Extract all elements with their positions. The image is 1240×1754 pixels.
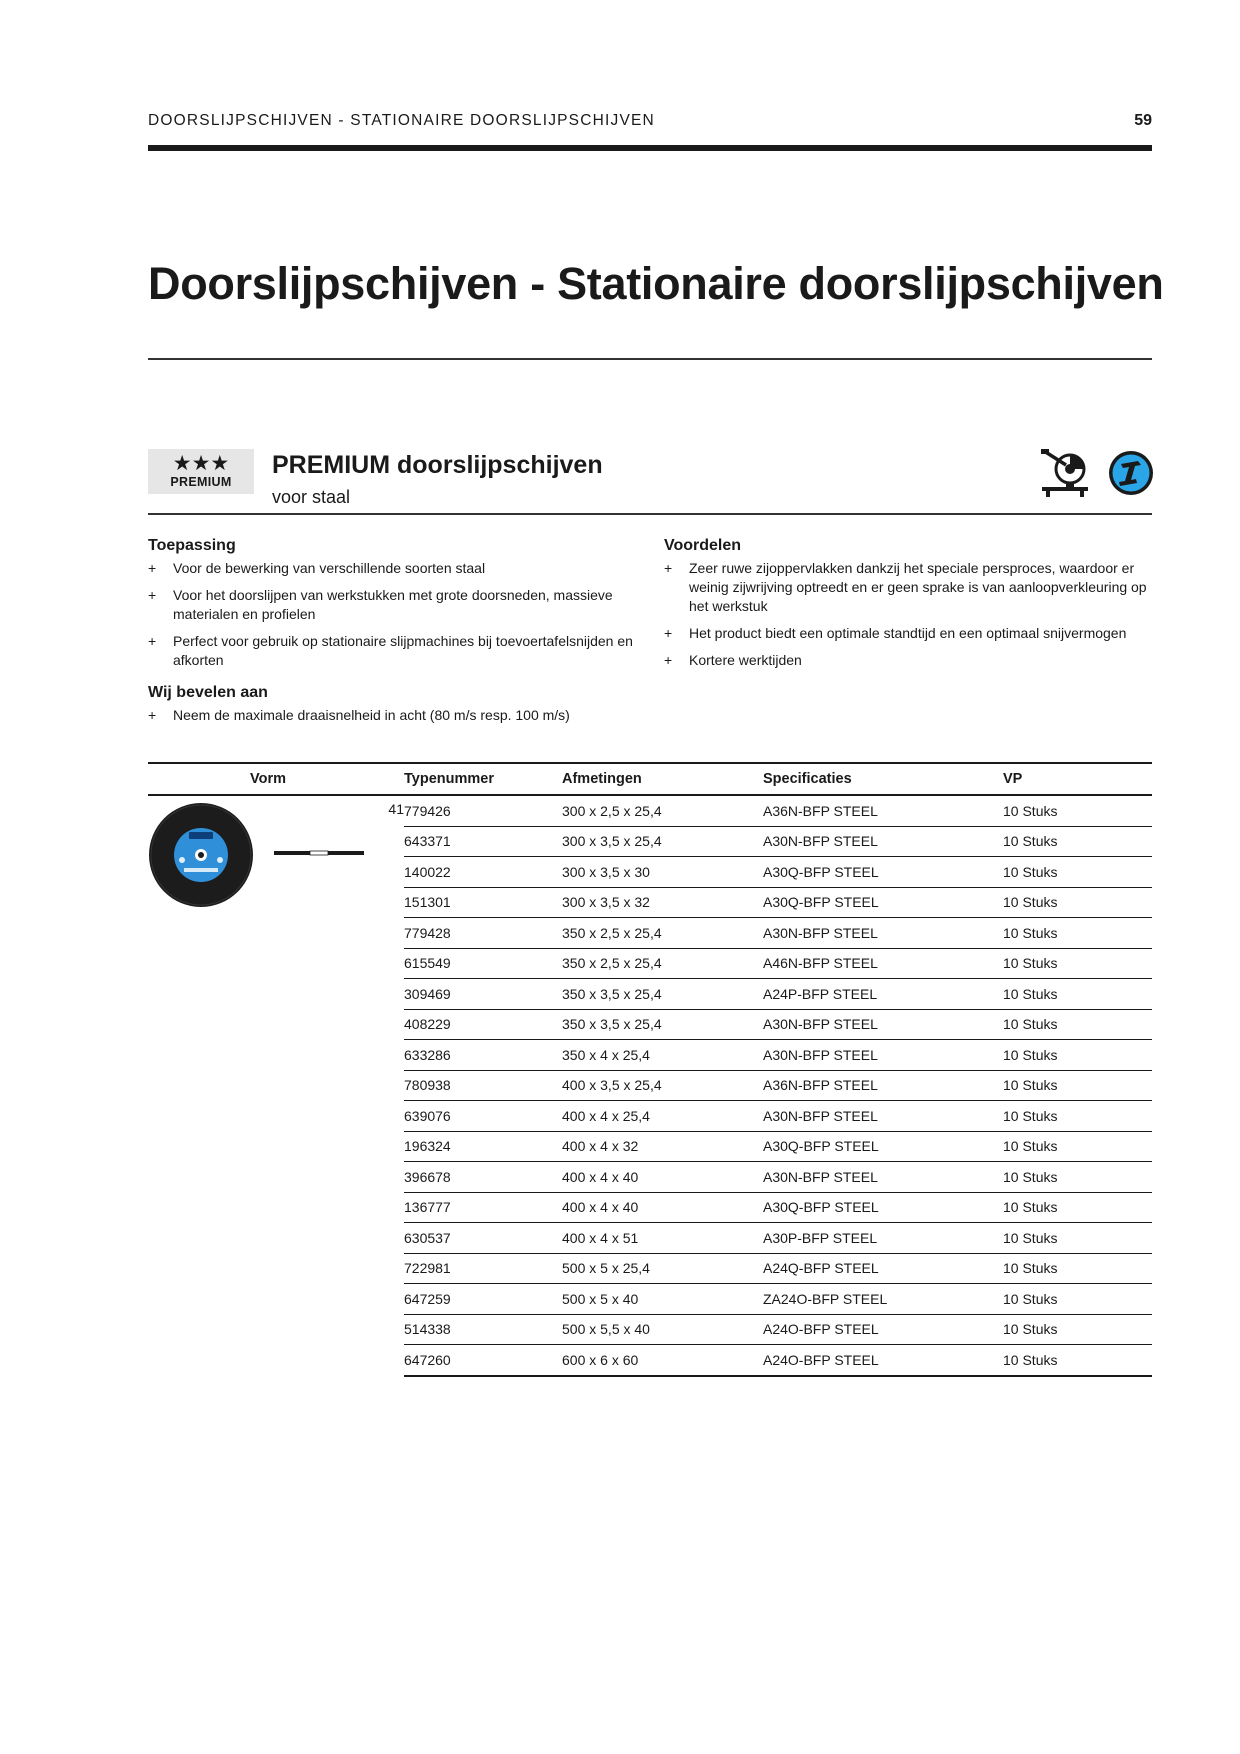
- dimensions-cell: 400 x 4 x 40: [562, 1162, 763, 1193]
- column-header-afmetingen: Afmetingen: [562, 763, 763, 795]
- column-header-vp: VP: [1003, 763, 1152, 795]
- recommendation-section: [148, 683, 648, 733]
- bullet-plus: +: [664, 625, 673, 641]
- list-item: [664, 651, 1152, 670]
- type-number-cell: 647259: [404, 1284, 562, 1315]
- list-item: [148, 559, 648, 578]
- list-item-text: Voor de bewerking van verschillende soorten staal: [173, 560, 486, 576]
- type-number-cell: 647260: [404, 1345, 562, 1376]
- type-number-cell: 615549: [404, 948, 562, 979]
- bullet-plus: +: [148, 707, 157, 723]
- shape-cell: [148, 795, 404, 1376]
- column-header-specificaties: Specificaties: [763, 763, 1003, 795]
- list-item: [148, 706, 648, 725]
- specification-cell: A24Q-BFP STEEL: [763, 1253, 1003, 1284]
- specification-cell: A30N-BFP STEEL: [763, 1162, 1003, 1193]
- product-table: [148, 762, 1152, 1377]
- recommendation-heading: Wij bevelen aan: [148, 684, 268, 701]
- specification-cell: A24P-BFP STEEL: [763, 979, 1003, 1010]
- type-number-cell: 780938: [404, 1070, 562, 1101]
- dimensions-cell: 500 x 5 x 40: [562, 1284, 763, 1315]
- specification-cell: A46N-BFP STEEL: [763, 948, 1003, 979]
- list-item-text: Zeer ruwe zijoppervlakken dankzij het speciale persproces, waardoor er weinig zijwrijving optreedt en er geen sprake is van aanloopverkleuring op het werkstuk: [689, 560, 1147, 614]
- table-header-row: [148, 763, 1152, 795]
- recommendation-list: [148, 706, 648, 725]
- bullet-plus: +: [148, 560, 157, 576]
- packaging-cell: 10 Stuks: [1003, 826, 1152, 857]
- list-item: [148, 632, 648, 670]
- dimensions-cell: 400 x 4 x 51: [562, 1223, 763, 1254]
- list-item-text: Perfect voor gebruik op stationaire slijpmachines bij toevoertafelsnijden en afkorten: [173, 633, 633, 668]
- packaging-cell: 10 Stuks: [1003, 1162, 1152, 1193]
- shape-box: [148, 796, 404, 1366]
- bullet-plus: +: [664, 652, 673, 668]
- type-number-cell: 514338: [404, 1314, 562, 1345]
- packaging-cell: 10 Stuks: [1003, 948, 1152, 979]
- packaging-cell: 10 Stuks: [1003, 857, 1152, 888]
- bullet-plus: +: [148, 633, 157, 649]
- type-number-cell: 136777: [404, 1192, 562, 1223]
- specification-cell: A24O-BFP STEEL: [763, 1314, 1003, 1345]
- page-title: Doorslijpschijven - Stationaire doorslijpschijven: [148, 258, 1164, 309]
- column-header-typenummer: Typenummer: [404, 763, 562, 795]
- type-number-cell: 140022: [404, 857, 562, 888]
- advantages-section: [664, 536, 1152, 678]
- dimensions-cell: 300 x 2,5 x 25,4: [562, 795, 763, 826]
- type-number-cell: 722981: [404, 1253, 562, 1284]
- packaging-cell: 10 Stuks: [1003, 795, 1152, 826]
- badge-stars: ★★★: [172, 452, 230, 475]
- title-rule: [148, 358, 1152, 360]
- specification-cell: A36N-BFP STEEL: [763, 1070, 1003, 1101]
- type-number-cell: 196324: [404, 1131, 562, 1162]
- specification-cell: A30N-BFP STEEL: [763, 1040, 1003, 1071]
- packaging-cell: 10 Stuks: [1003, 1223, 1152, 1254]
- specification-cell: A30P-BFP STEEL: [763, 1223, 1003, 1254]
- product-name: PREMIUM doorslijpschijven: [272, 451, 603, 479]
- steel-profile-icon: [1108, 450, 1154, 496]
- packaging-cell: 10 Stuks: [1003, 887, 1152, 918]
- type-number-cell: 779426: [404, 795, 562, 826]
- specification-cell: ZA24O-BFP STEEL: [763, 1284, 1003, 1315]
- type-number-cell: 396678: [404, 1162, 562, 1193]
- specification-cell: A30N-BFP STEEL: [763, 918, 1003, 949]
- column-spacer: [388, 763, 404, 795]
- packaging-cell: 10 Stuks: [1003, 1284, 1152, 1315]
- cutting-disc-image: [148, 802, 254, 908]
- running-header: [148, 112, 1152, 134]
- packaging-cell: 10 Stuks: [1003, 1101, 1152, 1132]
- type-number-cell: 408229: [404, 1009, 562, 1040]
- type-number-cell: 630537: [404, 1223, 562, 1254]
- packaging-cell: 10 Stuks: [1003, 1070, 1152, 1101]
- dimensions-cell: 400 x 4 x 32: [562, 1131, 763, 1162]
- product-subtitle: voor staal: [272, 487, 351, 507]
- page-number: 59: [1134, 112, 1152, 129]
- application-list: [148, 559, 648, 670]
- packaging-cell: 10 Stuks: [1003, 1192, 1152, 1223]
- packaging-cell: 10 Stuks: [1003, 1314, 1152, 1345]
- disc-profile-shape: [274, 850, 364, 856]
- bullet-plus: +: [148, 587, 157, 603]
- dimensions-cell: 400 x 4 x 40: [562, 1192, 763, 1223]
- list-item: [664, 559, 1152, 616]
- specification-cell: A30N-BFP STEEL: [763, 1101, 1003, 1132]
- specification-cell: A30N-BFP STEEL: [763, 826, 1003, 857]
- packaging-cell: 10 Stuks: [1003, 1040, 1152, 1071]
- specification-cell: A36N-BFP STEEL: [763, 795, 1003, 826]
- list-item: [148, 586, 648, 624]
- type-number-cell: 779428: [404, 918, 562, 949]
- packaging-cell: 10 Stuks: [1003, 1253, 1152, 1284]
- packaging-cell: 10 Stuks: [1003, 1131, 1152, 1162]
- packaging-cell: 10 Stuks: [1003, 1345, 1152, 1376]
- list-item-text: Kortere werktijden: [689, 652, 802, 668]
- table-row: [148, 795, 1152, 826]
- badge-label: PREMIUM: [170, 475, 232, 489]
- type-number-cell: 151301: [404, 887, 562, 918]
- shape-number: 41: [388, 801, 404, 817]
- dimensions-cell: 300 x 3,5 x 30: [562, 857, 763, 888]
- type-number-cell: 639076: [404, 1101, 562, 1132]
- dimensions-cell: 500 x 5 x 25,4: [562, 1253, 763, 1284]
- packaging-cell: 10 Stuks: [1003, 1009, 1152, 1040]
- dimensions-cell: 350 x 2,5 x 25,4: [562, 948, 763, 979]
- packaging-cell: 10 Stuks: [1003, 918, 1152, 949]
- table-body: [148, 795, 1152, 1376]
- bullet-plus: +: [664, 560, 673, 576]
- dimensions-cell: 500 x 5,5 x 40: [562, 1314, 763, 1345]
- running-title: DOORSLIJPSCHIJVEN - STATIONAIRE DOORSLIJPSCHIJVEN: [148, 112, 655, 129]
- specification-cell: A30N-BFP STEEL: [763, 1009, 1003, 1040]
- dimensions-cell: 350 x 2,5 x 25,4: [562, 918, 763, 949]
- list-item-text: Neem de maximale draaisnelheid in acht (80 m/s resp. 100 m/s): [173, 707, 570, 723]
- packaging-cell: 10 Stuks: [1003, 979, 1152, 1010]
- dimensions-cell: 300 x 3,5 x 25,4: [562, 826, 763, 857]
- dimensions-cell: 350 x 3,5 x 25,4: [562, 979, 763, 1010]
- advantages-list: [664, 559, 1152, 670]
- product-rule: [148, 513, 1152, 515]
- dimensions-cell: 600 x 6 x 60: [562, 1345, 763, 1376]
- stationary-cutoff-machine-icon: [1040, 449, 1090, 497]
- dimensions-cell: 400 x 3,5 x 25,4: [562, 1070, 763, 1101]
- type-number-cell: 633286: [404, 1040, 562, 1071]
- dimensions-cell: 300 x 3,5 x 32: [562, 887, 763, 918]
- specification-cell: A24O-BFP STEEL: [763, 1345, 1003, 1376]
- dimensions-cell: 350 x 3,5 x 25,4: [562, 1009, 763, 1040]
- specification-cell: A30Q-BFP STEEL: [763, 1192, 1003, 1223]
- list-item-text: Voor het doorslijpen van werkstukken met grote doorsneden, massieve materialen en profielen: [173, 587, 613, 622]
- header-rule: [148, 145, 1152, 151]
- dimensions-cell: 350 x 4 x 25,4: [562, 1040, 763, 1071]
- list-item-text: Het product biedt een optimale standtijd en een optimaal snijvermogen: [689, 625, 1127, 641]
- application-heading: Toepassing: [148, 537, 236, 554]
- type-number-cell: 643371: [404, 826, 562, 857]
- advantages-heading: Voordelen: [664, 537, 742, 554]
- dimensions-cell: 400 x 4 x 25,4: [562, 1101, 763, 1132]
- application-section: [148, 536, 648, 678]
- specification-cell: A30Q-BFP STEEL: [763, 1131, 1003, 1162]
- list-item: [664, 624, 1152, 643]
- column-header-vorm: Vorm: [148, 763, 388, 795]
- specification-cell: A30Q-BFP STEEL: [763, 887, 1003, 918]
- type-number-cell: 309469: [404, 979, 562, 1010]
- specification-cell: A30Q-BFP STEEL: [763, 857, 1003, 888]
- premium-badge: [148, 449, 254, 494]
